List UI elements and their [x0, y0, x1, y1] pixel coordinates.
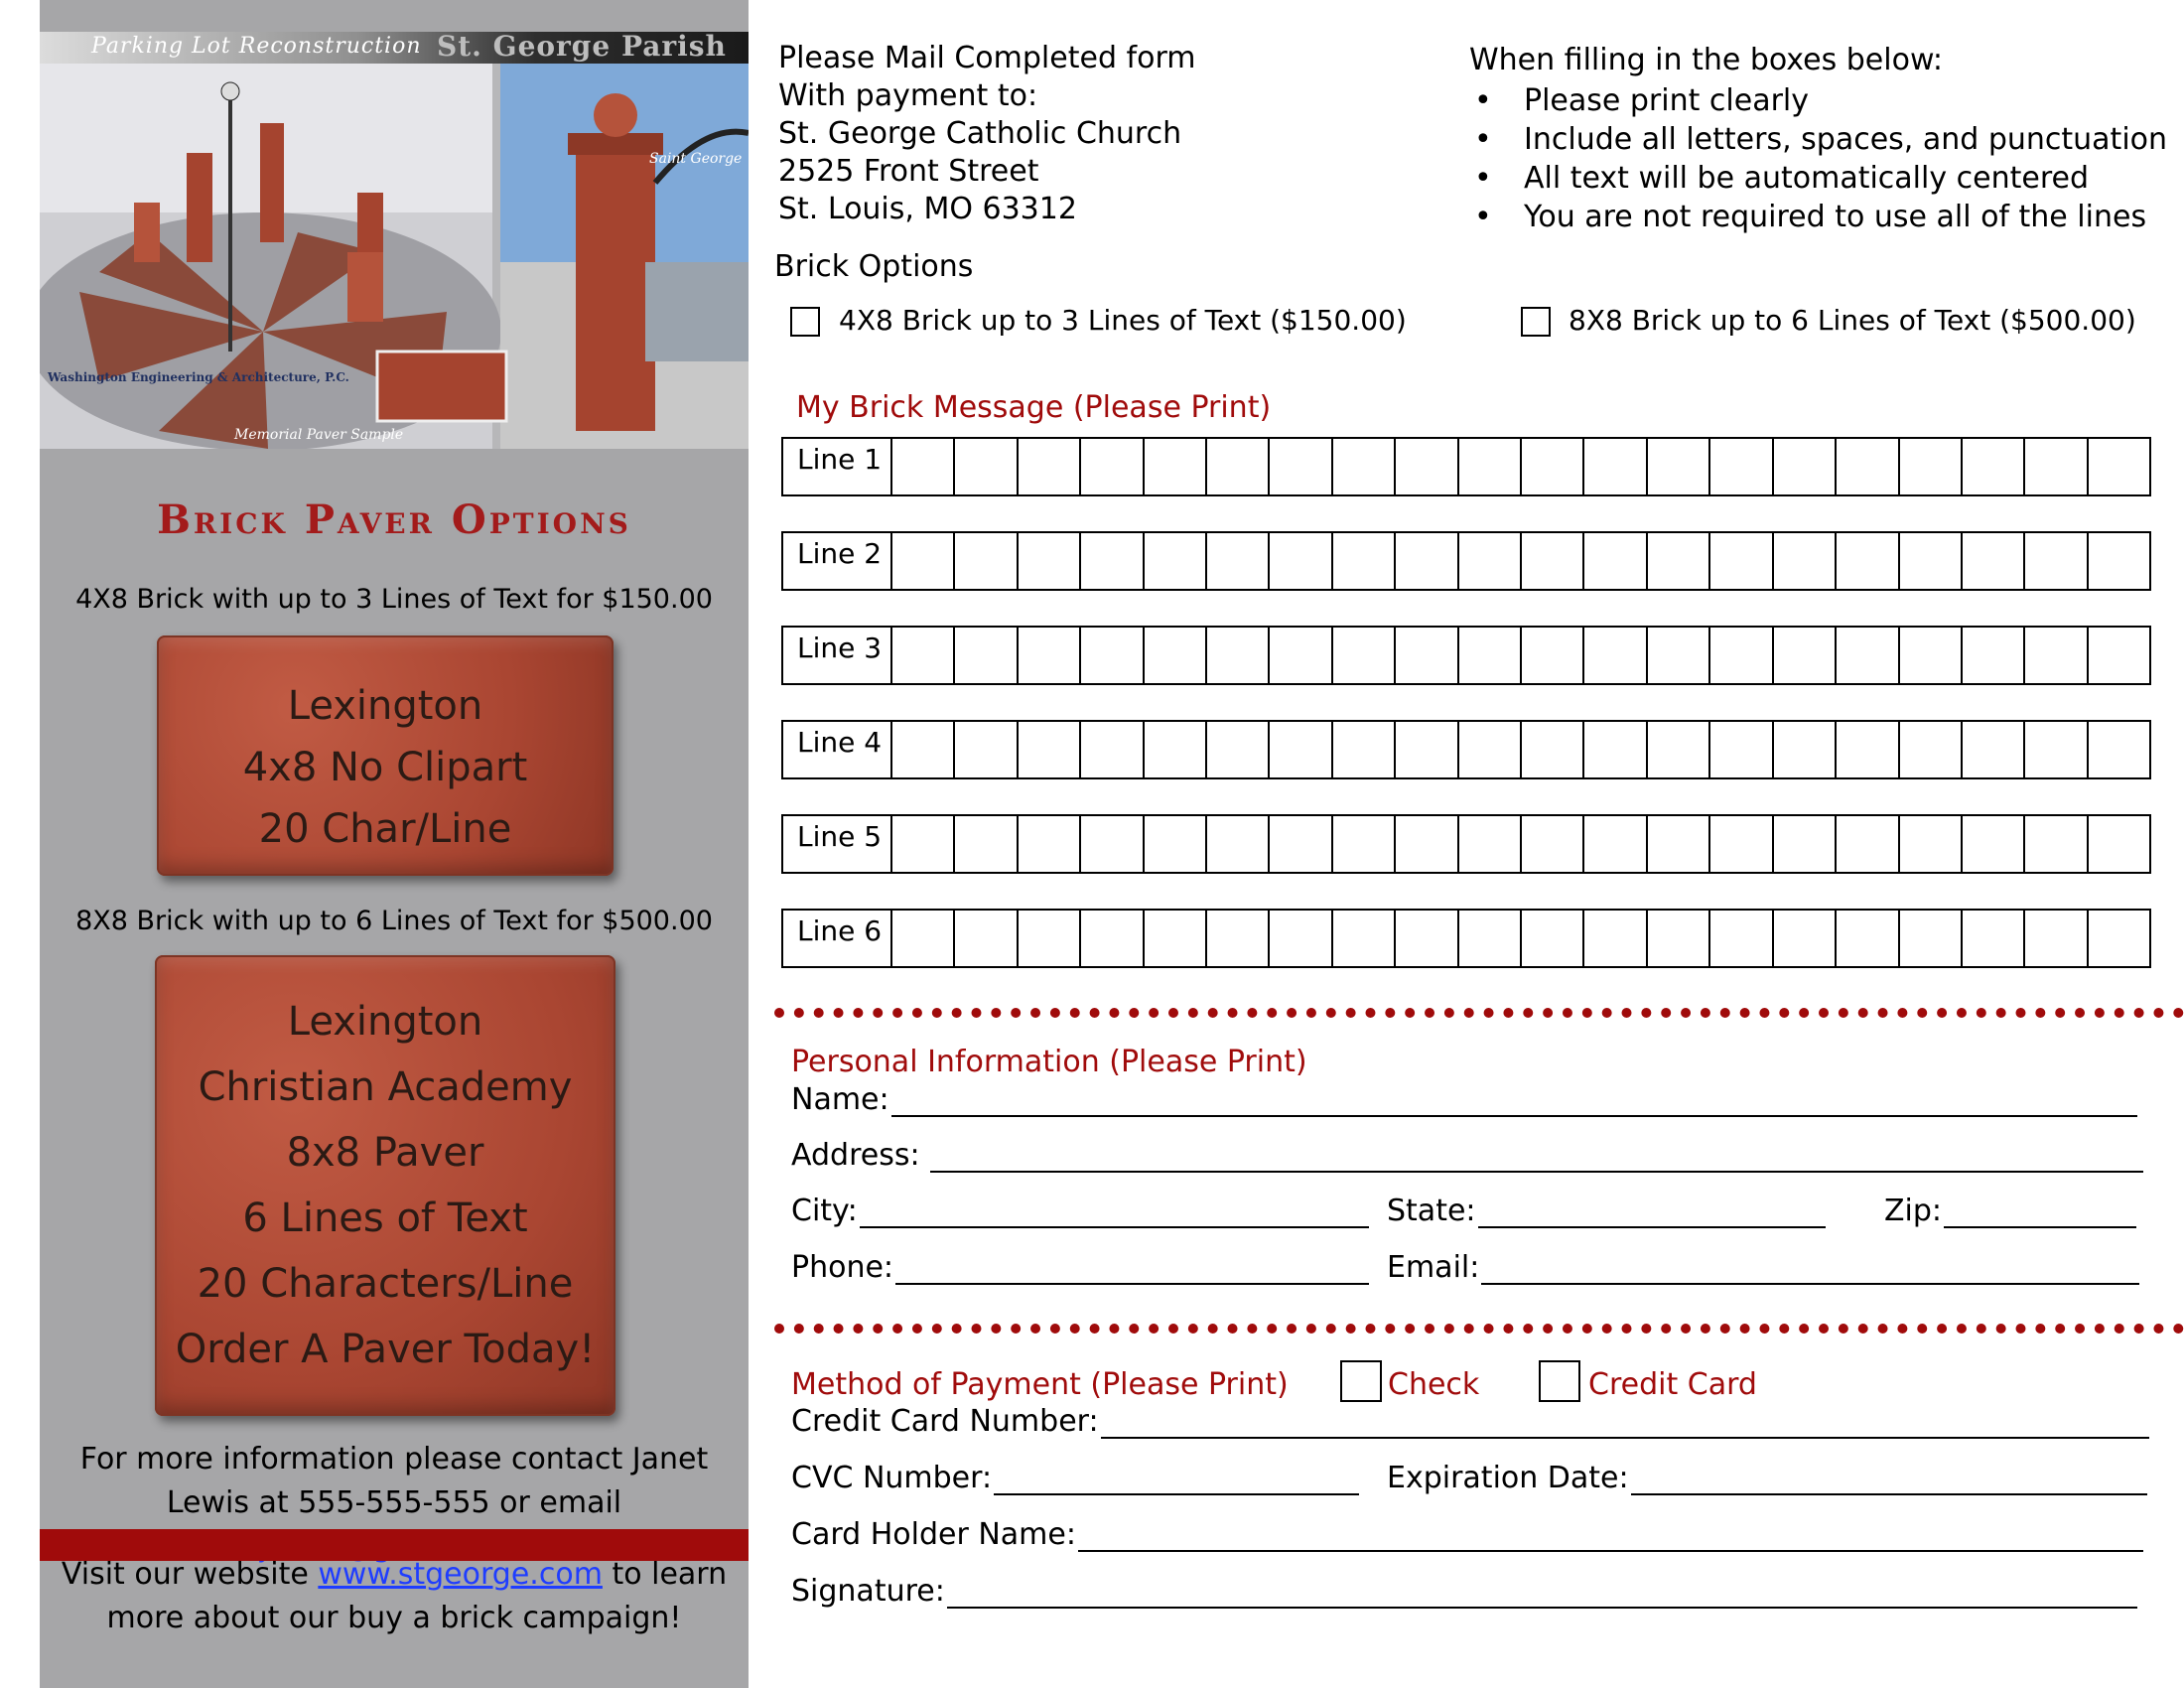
option-8x8-checkbox[interactable] [1521, 307, 1551, 337]
mail-line: St. George Catholic Church [778, 116, 1182, 151]
brick-options-label: Brick Options [774, 249, 974, 284]
zip-label: Zip: [1884, 1194, 1943, 1228]
brick-8x8-line: 8x8 Paver [286, 1130, 484, 1176]
rendering-logo: Washington Engineering & Architecture, P.C. [48, 370, 349, 384]
instructions-heading: When filling in the boxes below: [1469, 43, 1943, 77]
card-holder-field[interactable] [791, 1517, 2143, 1552]
city-field[interactable] [791, 1194, 1369, 1228]
line-label: Line 2 [783, 533, 892, 589]
option-4x8-checkbox[interactable] [790, 307, 820, 337]
parking-lot-rendering-image [40, 64, 749, 449]
mail-line: Please Mail Completed form [778, 41, 1196, 75]
cvc-label: CVC Number: [791, 1461, 993, 1495]
mail-line: With payment to: [778, 78, 1038, 113]
check-label: Check [1388, 1367, 1480, 1402]
mail-line: St. Louis, MO 63312 [778, 192, 1077, 226]
city-label: City: [791, 1194, 858, 1228]
brick-8x8-line: Christian Academy [198, 1064, 573, 1110]
name-label: Name: [791, 1082, 889, 1117]
credit-card-checkbox[interactable] [1539, 1360, 1580, 1402]
line-label: Line 3 [783, 628, 892, 683]
rendering-caption: Memorial Paver Sample [234, 427, 404, 443]
banner-title-left: Parking Lot Reconstruction [91, 34, 422, 59]
option-4x8-label: 4X8 Brick up to 3 Lines of Text ($150.00) [839, 304, 1407, 337]
brick-8x8-line: Lexington [287, 999, 483, 1045]
contact-text: For more information please contact Janet Lewis at 555-555-555 or email [79, 1442, 709, 1520]
message-line-6[interactable] [781, 909, 2151, 968]
visit-website-text [40, 1553, 749, 1640]
brick-4x8-line: 20 Char/Line [258, 806, 512, 852]
brick-8x8-line: 6 Lines of Text [242, 1196, 528, 1241]
brick-8x8-sample [155, 955, 615, 1416]
card-holder-label: Card Holder Name: [791, 1517, 1076, 1552]
check-checkbox[interactable] [1340, 1360, 1382, 1402]
message-line-2[interactable] [781, 531, 2151, 591]
phone-field[interactable] [791, 1250, 1369, 1285]
line-label: Line 6 [783, 911, 892, 966]
website-link[interactable]: www.stgeorge.com [318, 1557, 603, 1592]
instructions-list [1524, 81, 2167, 236]
email-label: Email: [1387, 1250, 1480, 1285]
instruction-item: • All text will be automatically centered [1524, 159, 2167, 198]
phone-label: Phone: [791, 1250, 894, 1285]
state-field[interactable] [1387, 1194, 1826, 1228]
dotted-divider [774, 1008, 2184, 1018]
zip-field[interactable] [1884, 1194, 2136, 1228]
email-field[interactable] [1387, 1250, 2139, 1285]
message-line-1[interactable] [781, 437, 2151, 496]
instruction-item: • You are not required to use all of the lines [1524, 198, 2167, 236]
line-label: Line 4 [783, 722, 892, 777]
mailing-address [778, 40, 1195, 228]
brick-4x8-line: Lexington [287, 683, 483, 729]
caption-4x8: 4X8 Brick with up to 3 Lines of Text for $150.00 [75, 584, 713, 615]
caption-8x8: 8X8 Brick with up to 6 Lines of Text for $500.00 [75, 906, 713, 936]
payment-heading: Method of Payment (Please Print) [791, 1367, 1289, 1402]
instruction-item: • Please print clearly [1524, 81, 2167, 120]
visit-pre: Visit our website [61, 1557, 319, 1592]
visit-post: to learn more about our buy a brick campaign! [106, 1557, 728, 1635]
instruction-item: • Include all letters, spaces, and punctuation [1524, 120, 2167, 159]
cvc-field[interactable] [791, 1461, 1359, 1495]
rendering-sign: Saint George [649, 151, 743, 167]
brick-8x8-line: Order A Paver Today! [175, 1327, 596, 1372]
message-line-3[interactable] [781, 626, 2151, 685]
address-field[interactable] [791, 1138, 2143, 1173]
dotted-divider [774, 1324, 2184, 1334]
line-label: Line 1 [783, 439, 892, 494]
card-number-label: Credit Card Number: [791, 1404, 1099, 1439]
state-label: State: [1387, 1194, 1476, 1228]
brick-message-heading: My Brick Message (Please Print) [796, 390, 1272, 425]
signature-label: Signature: [791, 1574, 945, 1609]
option-8x8-label: 8X8 Brick up to 6 Lines of Text ($500.00) [1569, 304, 2136, 337]
brick-4x8-sample [157, 635, 614, 876]
brick-8x8-line: 20 Characters/Line [197, 1261, 574, 1307]
line-label: Line 5 [783, 816, 892, 872]
expiration-label: Expiration Date: [1387, 1461, 1629, 1495]
mail-line: 2525 Front Street [778, 154, 1039, 189]
name-field[interactable] [791, 1082, 2137, 1117]
brick-4x8-line: 4x8 No Clipart [242, 745, 528, 790]
personal-info-heading: Personal Information (Please Print) [791, 1045, 1307, 1079]
address-label: Address: [791, 1138, 920, 1173]
message-line-4[interactable] [781, 720, 2151, 779]
expiration-field[interactable] [1387, 1461, 2147, 1495]
credit-card-label: Credit Card [1588, 1367, 1757, 1402]
card-number-field[interactable] [791, 1404, 2149, 1439]
message-line-5[interactable] [781, 814, 2151, 874]
brick-paver-options-title: Brick Paver Options [157, 496, 631, 543]
signature-field[interactable] [791, 1574, 2137, 1609]
banner-title-right: St. George Parish [437, 30, 727, 63]
